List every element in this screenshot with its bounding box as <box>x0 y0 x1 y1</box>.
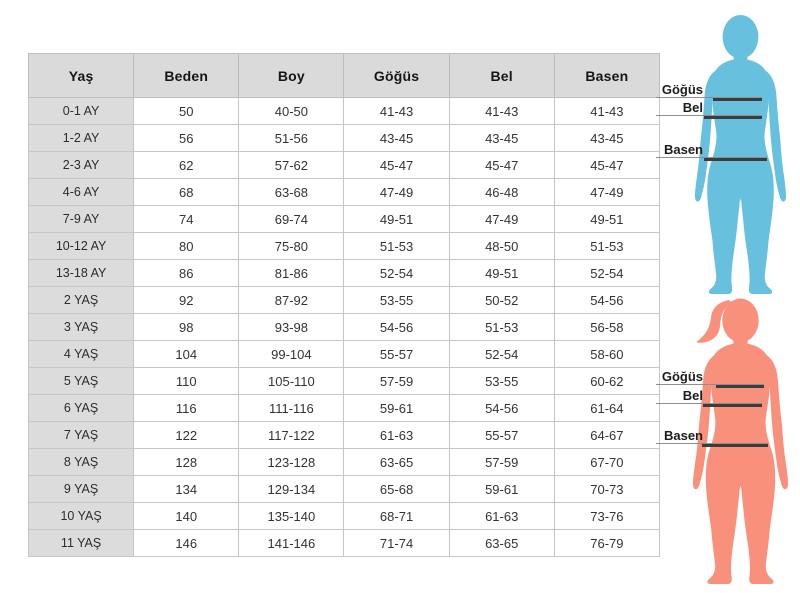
table-row <box>29 233 660 260</box>
value-cell: 123-128 <box>239 449 344 476</box>
value-cell: 56-58 <box>554 314 659 341</box>
age-cell: 7-9 AY <box>29 206 134 233</box>
value-cell: 140 <box>134 503 239 530</box>
column-header: Göğüs <box>344 54 449 98</box>
measure-label-hip: Basen <box>663 428 703 443</box>
value-cell: 129-134 <box>239 476 344 503</box>
value-cell: 62 <box>134 152 239 179</box>
value-cell: 45-47 <box>344 152 449 179</box>
value-cell: 51-56 <box>239 125 344 152</box>
value-cell: 74 <box>134 206 239 233</box>
value-cell: 45-47 <box>554 152 659 179</box>
measure-marker-girl-chest <box>656 370 764 383</box>
value-cell: 41-43 <box>449 98 554 125</box>
value-cell: 47-49 <box>449 206 554 233</box>
header-row <box>29 54 660 98</box>
value-cell: 46-48 <box>449 179 554 206</box>
value-cell: 117-122 <box>239 422 344 449</box>
value-cell: 52-54 <box>554 260 659 287</box>
value-cell: 116 <box>134 395 239 422</box>
measure-marker-child-hip <box>656 143 767 156</box>
value-cell: 67-70 <box>554 449 659 476</box>
value-cell: 80 <box>134 233 239 260</box>
age-cell: 9 YAŞ <box>29 476 134 503</box>
table-row <box>29 287 660 314</box>
value-cell: 52-54 <box>344 260 449 287</box>
value-cell: 58-60 <box>554 341 659 368</box>
age-cell: 6 YAŞ <box>29 395 134 422</box>
measure-label-waist: Bel <box>682 100 703 115</box>
table-row <box>29 476 660 503</box>
value-cell: 111-116 <box>239 395 344 422</box>
measure-body-line <box>703 404 762 407</box>
value-cell: 53-55 <box>344 287 449 314</box>
value-cell: 81-86 <box>239 260 344 287</box>
value-cell: 45-47 <box>449 152 554 179</box>
measure-label-waist: Bel <box>682 388 703 403</box>
age-cell: 11 YAŞ <box>29 530 134 557</box>
column-header: Beden <box>134 54 239 98</box>
value-cell: 73-76 <box>554 503 659 530</box>
age-cell: 4-6 AY <box>29 179 134 206</box>
age-cell: 4 YAŞ <box>29 341 134 368</box>
value-cell: 43-45 <box>449 125 554 152</box>
table-row <box>29 422 660 449</box>
value-cell: 86 <box>134 260 239 287</box>
table-row <box>29 368 660 395</box>
measure-marker-child-waist <box>656 101 762 114</box>
value-cell: 63-65 <box>449 530 554 557</box>
age-cell: 5 YAŞ <box>29 368 134 395</box>
value-cell: 48-50 <box>449 233 554 260</box>
measure-body-line <box>704 158 767 161</box>
value-cell: 57-59 <box>344 368 449 395</box>
value-cell: 68 <box>134 179 239 206</box>
value-cell: 71-74 <box>344 530 449 557</box>
value-cell: 76-79 <box>554 530 659 557</box>
age-cell: 1-2 AY <box>29 125 134 152</box>
value-cell: 47-49 <box>554 179 659 206</box>
value-cell: 61-64 <box>554 395 659 422</box>
value-cell: 43-45 <box>344 125 449 152</box>
value-cell: 105-110 <box>239 368 344 395</box>
age-cell: 3 YAŞ <box>29 314 134 341</box>
age-cell: 8 YAŞ <box>29 449 134 476</box>
measure-label-chest: Göğüs <box>661 82 703 97</box>
value-cell: 104 <box>134 341 239 368</box>
value-cell: 135-140 <box>239 503 344 530</box>
value-cell: 68-71 <box>344 503 449 530</box>
value-cell: 110 <box>134 368 239 395</box>
value-cell: 134 <box>134 476 239 503</box>
table-row <box>29 395 660 422</box>
value-cell: 50-52 <box>449 287 554 314</box>
table-row <box>29 125 660 152</box>
measure-label-chest: Göğüs <box>661 369 703 384</box>
value-cell: 98 <box>134 314 239 341</box>
value-cell: 99-104 <box>239 341 344 368</box>
value-cell: 57-62 <box>239 152 344 179</box>
value-cell: 61-63 <box>344 422 449 449</box>
value-cell: 61-63 <box>449 503 554 530</box>
value-cell: 54-56 <box>554 287 659 314</box>
table-row <box>29 314 660 341</box>
value-cell: 49-51 <box>449 260 554 287</box>
column-header: Bel <box>449 54 554 98</box>
measure-marker-child-chest <box>656 83 762 96</box>
value-cell: 55-57 <box>344 341 449 368</box>
value-cell: 51-53 <box>554 233 659 260</box>
value-cell: 51-53 <box>344 233 449 260</box>
size-table-body <box>29 98 660 557</box>
value-cell: 69-74 <box>239 206 344 233</box>
measure-body-line <box>716 385 764 388</box>
value-cell: 43-45 <box>554 125 659 152</box>
age-cell: 7 YAŞ <box>29 422 134 449</box>
value-cell: 59-61 <box>449 476 554 503</box>
value-cell: 51-53 <box>449 314 554 341</box>
value-cell: 87-92 <box>239 287 344 314</box>
age-cell: 2 YAŞ <box>29 287 134 314</box>
age-cell: 10 YAŞ <box>29 503 134 530</box>
value-cell: 56 <box>134 125 239 152</box>
value-cell: 59-61 <box>344 395 449 422</box>
measure-label-hip: Basen <box>663 142 703 157</box>
value-cell: 63-68 <box>239 179 344 206</box>
value-cell: 49-51 <box>344 206 449 233</box>
value-cell: 52-54 <box>449 341 554 368</box>
value-cell: 128 <box>134 449 239 476</box>
table-row <box>29 260 660 287</box>
table-row <box>29 449 660 476</box>
age-cell: 0-1 AY <box>29 98 134 125</box>
table-row <box>29 98 660 125</box>
value-cell: 54-56 <box>344 314 449 341</box>
age-cell: 2-3 AY <box>29 152 134 179</box>
value-cell: 75-80 <box>239 233 344 260</box>
value-cell: 47-49 <box>344 179 449 206</box>
value-cell: 70-73 <box>554 476 659 503</box>
value-cell: 49-51 <box>554 206 659 233</box>
column-header: Yaş <box>29 54 134 98</box>
value-cell: 57-59 <box>449 449 554 476</box>
table-row <box>29 530 660 557</box>
column-header: Boy <box>239 54 344 98</box>
value-cell: 41-43 <box>344 98 449 125</box>
table-row <box>29 179 660 206</box>
column-header: Basen <box>554 54 659 98</box>
value-cell: 146 <box>134 530 239 557</box>
value-cell: 92 <box>134 287 239 314</box>
value-cell: 63-65 <box>344 449 449 476</box>
measure-body-line <box>704 116 762 119</box>
size-table <box>28 53 660 557</box>
value-cell: 41-43 <box>554 98 659 125</box>
value-cell: 54-56 <box>449 395 554 422</box>
value-cell: 122 <box>134 422 239 449</box>
measure-marker-girl-waist <box>656 389 762 402</box>
table-row <box>29 152 660 179</box>
value-cell: 53-55 <box>449 368 554 395</box>
age-cell: 10-12 AY <box>29 233 134 260</box>
value-cell: 141-146 <box>239 530 344 557</box>
value-cell: 65-68 <box>344 476 449 503</box>
value-cell: 40-50 <box>239 98 344 125</box>
table-row <box>29 341 660 368</box>
measure-body-line <box>702 444 768 447</box>
table-row <box>29 503 660 530</box>
table-row <box>29 206 660 233</box>
value-cell: 55-57 <box>449 422 554 449</box>
value-cell: 93-98 <box>239 314 344 341</box>
value-cell: 64-67 <box>554 422 659 449</box>
value-cell: 60-62 <box>554 368 659 395</box>
measure-marker-girl-hip <box>656 429 768 442</box>
age-cell: 13-18 AY <box>29 260 134 287</box>
value-cell: 50 <box>134 98 239 125</box>
